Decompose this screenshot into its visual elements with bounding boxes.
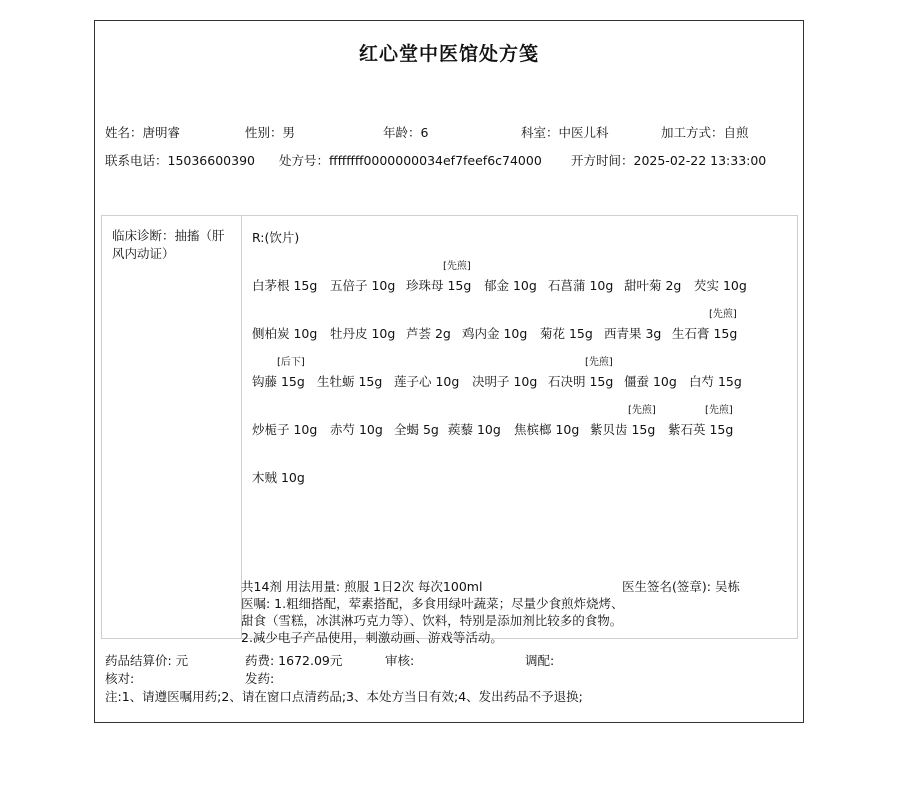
herb-note: [先煎] [443,261,471,272]
herb-item: 鸡内金 10g [462,326,528,341]
issue-field: 发药: [245,671,275,686]
review-field: 审核: [385,653,415,668]
herb-item: 紫石英 15g [668,422,734,437]
herb-item: 石决明 15g [548,374,614,389]
herb-note: [后下] [277,357,305,368]
herb-item: 白芍 15g [689,374,742,389]
herb-item: 白茅根 15g [252,278,318,293]
herb-item: 赤芍 10g [330,422,383,437]
herb-item: 五倍子 10g [330,278,396,293]
patient-gender: 性别：男 [245,125,296,140]
herb-item: 莲子心 10g [394,374,460,389]
herb-item: 紫贝齿 15g [590,422,656,437]
herb-item: 生牡蛎 15g [317,374,383,389]
herb-item: 芡实 10g [694,278,747,293]
patient-age: 年龄：6 [383,125,429,140]
herb-item: 决明子 10g [472,374,538,389]
patient-name: 姓名：唐明睿 [105,125,181,140]
herb-item: 蒺藜 10g [448,422,501,437]
herb-item: 菊花 15g [540,326,593,341]
herb-item: 石菖蒲 10g [548,278,614,293]
total-dosage-usage: 共14剂 用法用量: 煎服 1日2次 每次100ml [241,579,483,594]
herb-note: [先煎] [705,405,733,416]
diagnosis-column [102,216,242,638]
document-title: 红心堂中医馆处方笺 [358,43,539,65]
processing-method: 加工方式：自煎 [661,125,749,140]
herb-item: 西青果 3g [604,326,662,341]
herb-item: 牡丹皮 10g [330,326,396,341]
drug-settlement-price: 药品结算价: 元 [105,653,189,668]
herb-note: [先煎] [709,309,737,320]
herb-item: 甜叶菊 2g [624,278,682,293]
herb-item: 郁金 10g [484,278,537,293]
dispense-field: 调配: [525,653,555,668]
herb-item: 钩藤 15g [252,374,305,389]
herb-note: [先煎] [585,357,613,368]
prescription-sheet [94,20,804,723]
herb-item: 全蝎 5g [394,422,439,437]
department: 科室：中医儿科 [521,125,609,140]
herb-item: 珍珠母 15g [406,278,472,293]
herb-item: 焦槟榔 10g [514,422,580,437]
doctor-signature: 医生签名(签章): 吴栋 [622,579,740,594]
herb-item: 炒栀子 10g [252,422,318,437]
herb-item: 木贼 10g [252,470,305,485]
prescription-time: 开方时间：2025-02-22 13:33:00 [571,153,767,168]
check-field: 核对: [105,671,135,686]
footer-note: 注:1、请遵医嘱用药;2、请在窗口点清药品;3、本处方当日有效;4、发出药品不予退换; [105,689,583,704]
clinical-diagnosis: 临床诊断：抽搐（肝风内动证） [112,228,225,261]
medical-advice: 医嘱: 1.粗细搭配，荤素搭配，多食用绿叶蔬菜；尽量少食煎炸烧烤、甜食（雪糕，冰淇淋巧克力等）、饮料，特别是添加剂比较多的食物。2.减少电子产品使用，刺激动画、游戏等活动。 [241,596,624,645]
prescription-number: 处方号：ffffffff0000000034ef7feef6c74000 [279,153,542,168]
prescription-body [101,215,798,639]
drug-fee: 药费: 1672.09元 [245,653,343,668]
rx-label: R:(饮片) [252,230,300,245]
herb-item: 僵蚕 10g [624,374,677,389]
herb-note: [先煎] [628,405,656,416]
herb-item: 生石膏 15g [672,326,738,341]
contact-phone: 联系电话：15036600390 [105,153,255,168]
herb-item: 芦荟 2g [406,326,451,341]
herb-item: 侧柏炭 10g [252,326,318,341]
